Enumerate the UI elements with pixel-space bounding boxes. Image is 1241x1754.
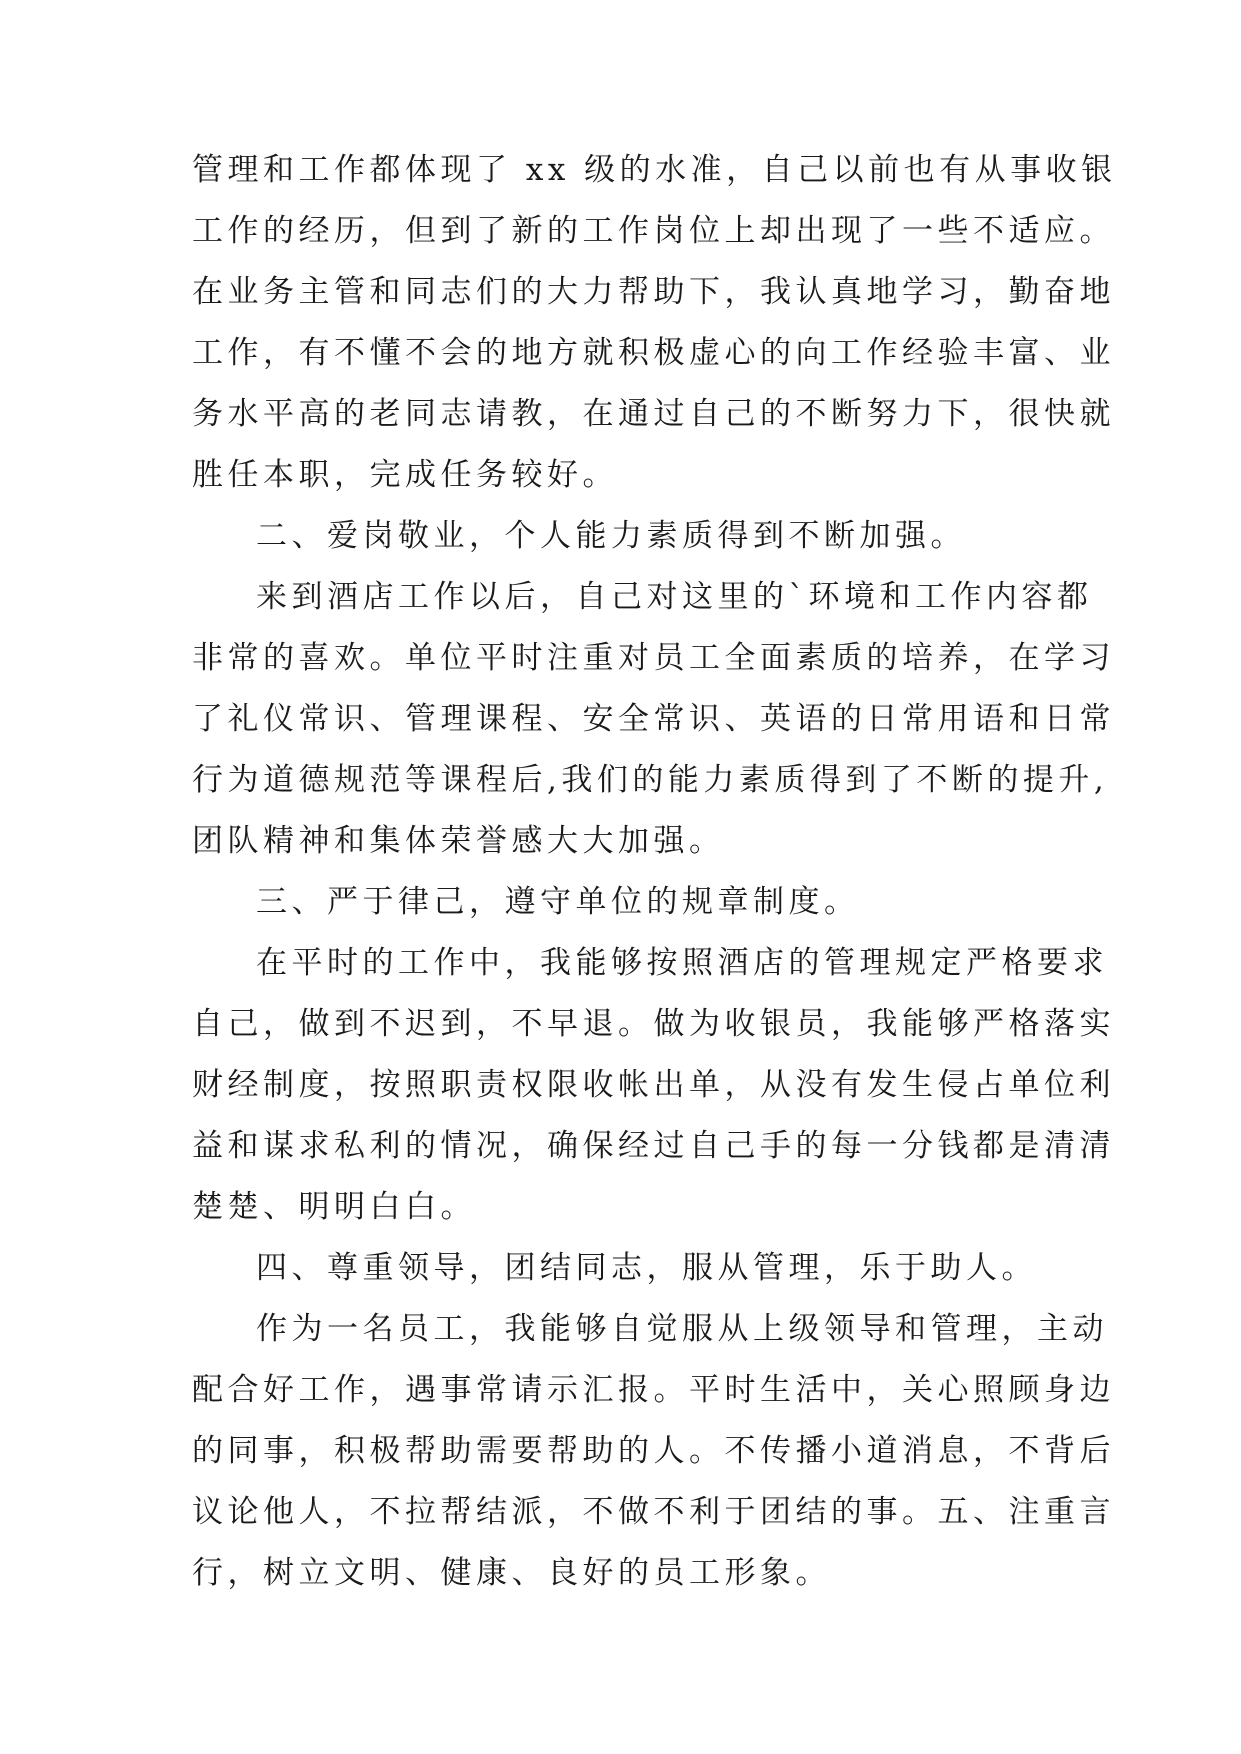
text-line: 财经制度，按照职责权限收帐出单，从没有发生侵占单位利 <box>192 1067 1115 1103</box>
text-line: 配合好工作，遇事常请示汇报。平时生活中，关心照顾身边 <box>192 1372 1115 1408</box>
section-heading: 三、严于律己，遵守单位的规章制度。 <box>256 884 860 920</box>
text-line: 工作，有不懂不会的地方就积极虚心的向工作经验丰富、业 <box>192 335 1115 371</box>
text-line: 团队精神和集体荣誉感大大加强。 <box>192 823 725 859</box>
text-line: 在平时的工作中，我能够按照酒店的管理规定严格要求 <box>256 945 1108 981</box>
text-line: 务水平高的老同志请教，在通过自己的不断努力下，很快就 <box>192 396 1115 432</box>
text-line: 了礼仪常识、管理课程、安全常识、英语的日常用语和日常 <box>192 701 1115 737</box>
text-line: 行为道德规范等课程后,我们的能力素质得到了不断的提升, <box>192 762 1109 798</box>
text-line: 胜任本职，完成任务较好。 <box>192 457 618 493</box>
section-heading: 二、爱岗敬业，个人能力素质得到不断加强。 <box>256 518 966 554</box>
text-line: 自己，做到不迟到，不早退。做为收银员，我能够严格落实 <box>192 1006 1115 1042</box>
text-line: 行，树立文明、健康、良好的员工形象。 <box>192 1555 831 1591</box>
text-line: 作为一名员工，我能够自觉服从上级领导和管理，主动 <box>256 1311 1108 1347</box>
text-line: 在业务主管和同志们的大力帮助下，我认真地学习，勤奋地 <box>192 274 1115 310</box>
text-line: 工作的经历，但到了新的工作岗位上却出现了一些不适应。 <box>192 213 1115 249</box>
text-line: 管理和工作都体现了 xx 级的水准，自己以前也有从事收银 <box>192 152 1117 188</box>
text-line: 来到酒店工作以后，自己对这里的`环境和工作内容都 <box>256 579 1093 615</box>
section-heading: 四、尊重领导，团结同志，服从管理，乐于助人。 <box>256 1250 1037 1286</box>
text-line: 益和谋求私利的情况，确保经过自己手的每一分钱都是清清 <box>192 1128 1115 1164</box>
text-line: 楚楚、明明白白。 <box>192 1189 476 1225</box>
text-line: 的同事，积极帮助需要帮助的人。不传播小道消息，不背后 <box>192 1433 1115 1469</box>
text-line: 非常的喜欢。单位平时注重对员工全面素质的培养，在学习 <box>192 640 1115 676</box>
text-line: 议论他人，不拉帮结派，不做不利于团结的事。五、注重言 <box>192 1494 1115 1530</box>
